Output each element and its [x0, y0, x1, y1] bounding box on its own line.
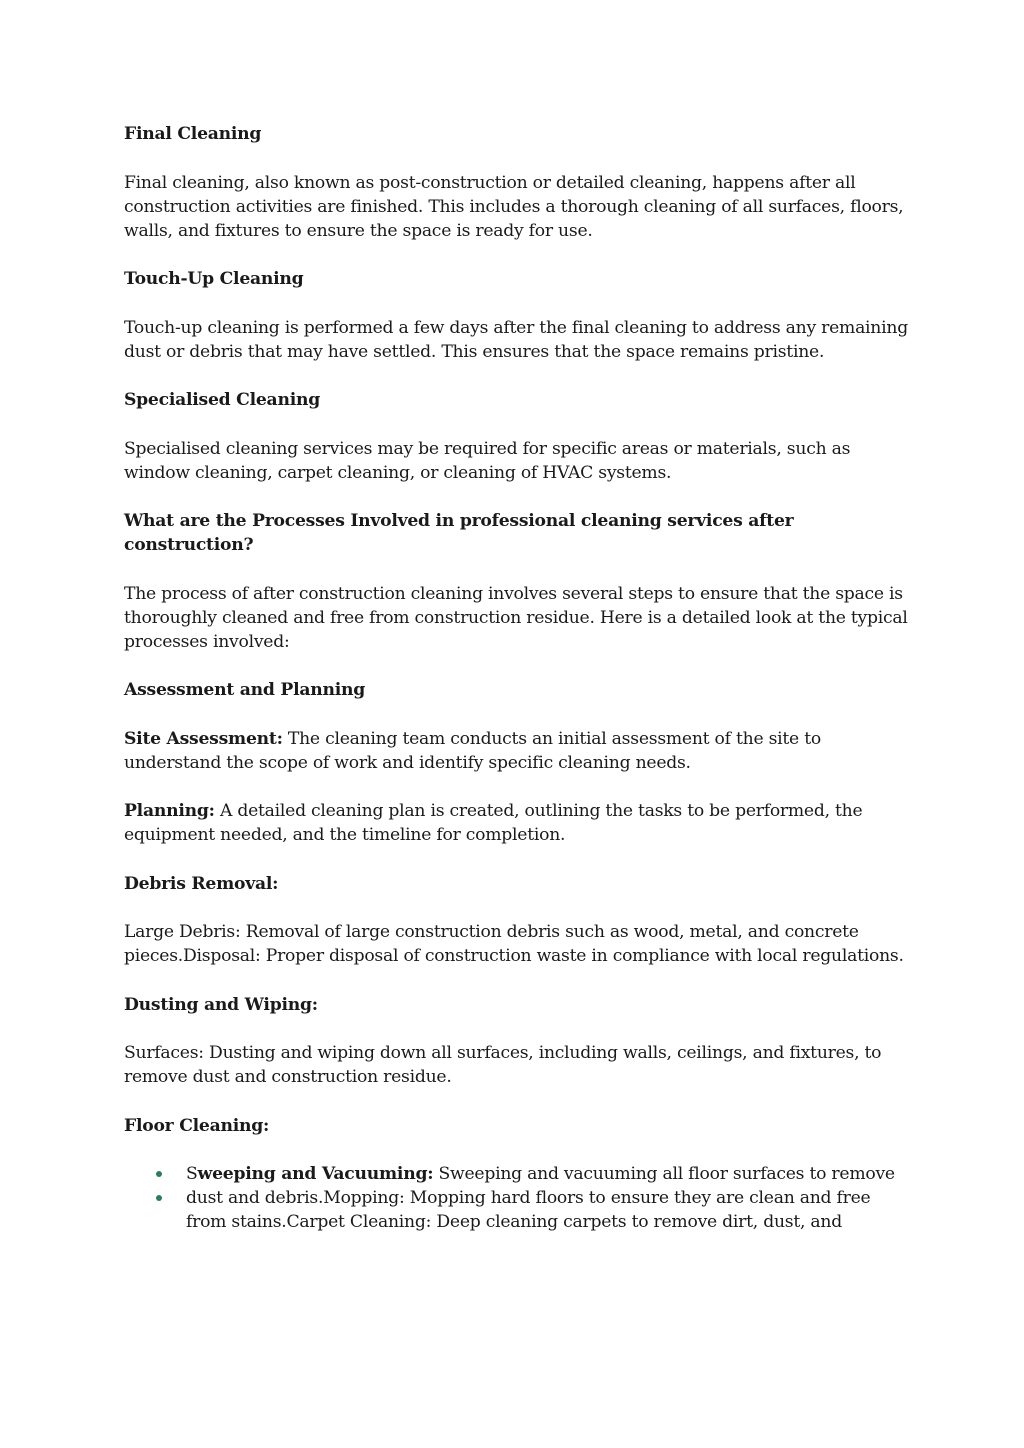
- bullet-icon: [156, 1195, 162, 1201]
- section-heading-dusting: Dusting and Wiping:: [124, 994, 318, 1015]
- paragraph-planning: [124, 799, 914, 847]
- planning-label: Planning:: [124, 801, 215, 821]
- section-heading-floor: Floor Cleaning:: [124, 1115, 270, 1136]
- section-heading-specialised: Specialised Cleaning: [124, 390, 320, 410]
- item-text: dust and debris.Mopping: Mopping hard floors to ensure they are clean and free from stains.Carpet Cleaning: Deep cleaning carpets to remove dirt, dust, and: [186, 1188, 871, 1232]
- item-prefix: S: [186, 1164, 198, 1184]
- paragraph-touch-up: Touch-up cleaning is performed a few days after the final cleaning to address any remaining dust or debris that may have settled. This ensures that the space remains pristine.: [124, 317, 908, 362]
- list-item: [124, 1162, 914, 1186]
- planning-text: A detailed cleaning plan is created, outlining the tasks to be performed, the equipment needed, and the timeline for completion.: [124, 801, 863, 845]
- site-assessment-label: Site Assessment:: [124, 728, 283, 749]
- section-heading-processes: What are the Processes Involved in professional cleaning services after construction?: [124, 511, 794, 555]
- paragraph-processes: The process of after construction cleaning involves several steps to ensure that the space is thoroughly cleaned and free from construction residue. Here is a detailed look at the typical processes involved:: [124, 583, 908, 652]
- paragraph-debris: Large Debris: Removal of large construction debris such as wood, metal, and concrete pieces.Disposal: Proper disposal of construction waste in compliance with local regulations.: [124, 922, 904, 966]
- site-assessment-text: The cleaning team conducts an initial assessment of the site to understand the scope of work and identify specific cleaning needs.: [124, 728, 821, 773]
- item-label: weeping and Vacuuming:: [197, 1164, 434, 1184]
- bullet-icon: [156, 1171, 162, 1177]
- floor-cleaning-list: [124, 1162, 914, 1234]
- paragraph-dusting: Surfaces: Dusting and wiping down all surfaces, including walls, ceilings, and fixtures, to remove dust and construction residue.: [124, 1043, 882, 1087]
- section-heading-touch-up: Touch-Up Cleaning: [124, 269, 304, 289]
- list-item: [124, 1186, 914, 1234]
- paragraph-specialised: Specialised cleaning services may be required for specific areas or materials, such as window cleaning, carpet cleaning, or cleaning of HVAC systems.: [124, 438, 851, 483]
- section-heading-debris: Debris Removal:: [124, 873, 279, 894]
- document-page: [124, 122, 914, 1234]
- section-heading-final-cleaning: Final Cleaning: [124, 124, 262, 144]
- paragraph-site-assessment: [124, 727, 914, 775]
- paragraph-final-cleaning: Final cleaning, also known as post-construction or detailed cleaning, happens after all construction activities are finished. This includes a thorough cleaning of all surfaces, floors, walls, and fixtures to ensure the space is ready for use.: [124, 172, 904, 241]
- section-heading-assessment: Assessment and Planning: [124, 680, 366, 700]
- item-text: Sweeping and vacuuming all floor surfaces to remove: [433, 1164, 895, 1184]
